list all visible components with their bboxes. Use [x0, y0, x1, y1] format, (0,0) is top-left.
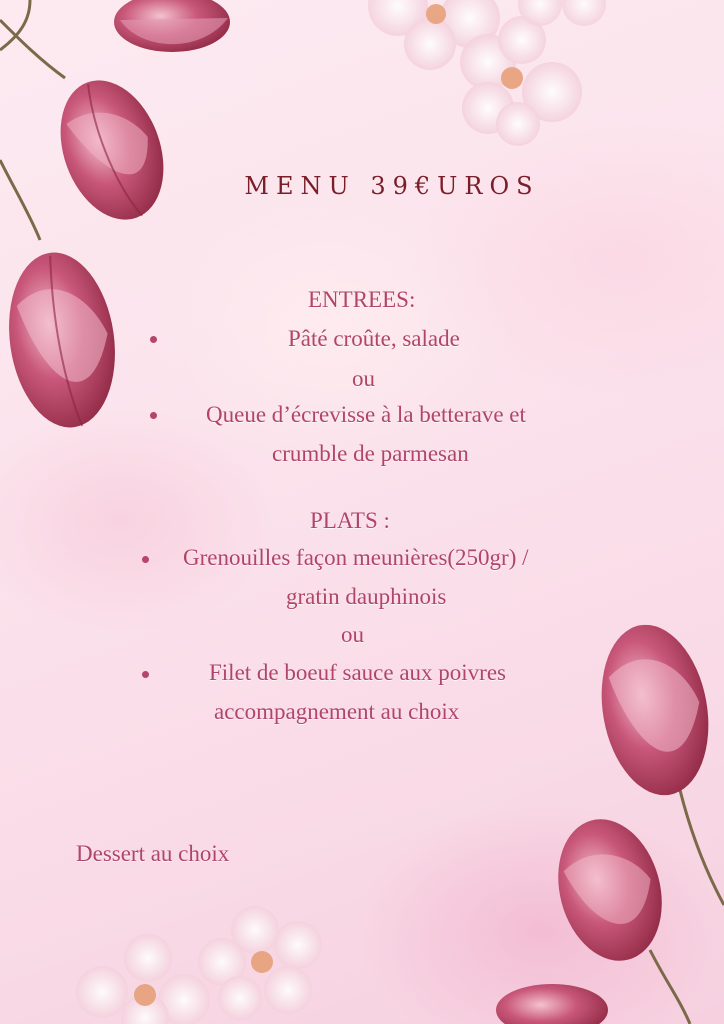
- plats-heading: PLATS :: [310, 508, 390, 533]
- blossom-icon: [518, 0, 606, 26]
- blossom-icon: [76, 934, 210, 1024]
- entree-item-2-line-2: crumble de parmesan: [272, 441, 469, 466]
- tulip-icon: [0, 246, 126, 435]
- entree-separator: ou: [352, 366, 375, 391]
- entrees-heading: ENTREES:: [308, 287, 416, 312]
- bullet: [150, 336, 157, 343]
- plat-item-1-line-1: Grenouilles façon meunières(250gr) /: [183, 545, 529, 570]
- tulip-icon: [496, 984, 608, 1024]
- dessert-line: Dessert au choix: [76, 841, 230, 866]
- blossom-icon: [198, 906, 322, 1020]
- bullet: [142, 556, 149, 563]
- plat-item-1-line-2: gratin dauphinois: [286, 584, 447, 609]
- tulip-icon: [114, 0, 230, 52]
- plat-item-2-line-2: accompagnement au choix: [214, 699, 460, 724]
- entree-item-1: Pâté croûte, salade: [288, 326, 460, 351]
- tulip-branch-top-left: [0, 0, 65, 240]
- tulip-icon: [543, 808, 677, 973]
- tulip-icon: [42, 66, 181, 234]
- bullet: [150, 412, 157, 419]
- menu-title: MENU 39€UROS: [244, 172, 540, 200]
- plat-separator: ou: [341, 622, 364, 647]
- tulip-icon: [589, 616, 721, 803]
- plat-item-2-line-1: Filet de boeuf sauce aux poivres: [209, 660, 506, 685]
- bullet: [142, 671, 149, 678]
- entree-item-2-line-1: Queue d’écrevisse à la betterave et: [206, 402, 526, 427]
